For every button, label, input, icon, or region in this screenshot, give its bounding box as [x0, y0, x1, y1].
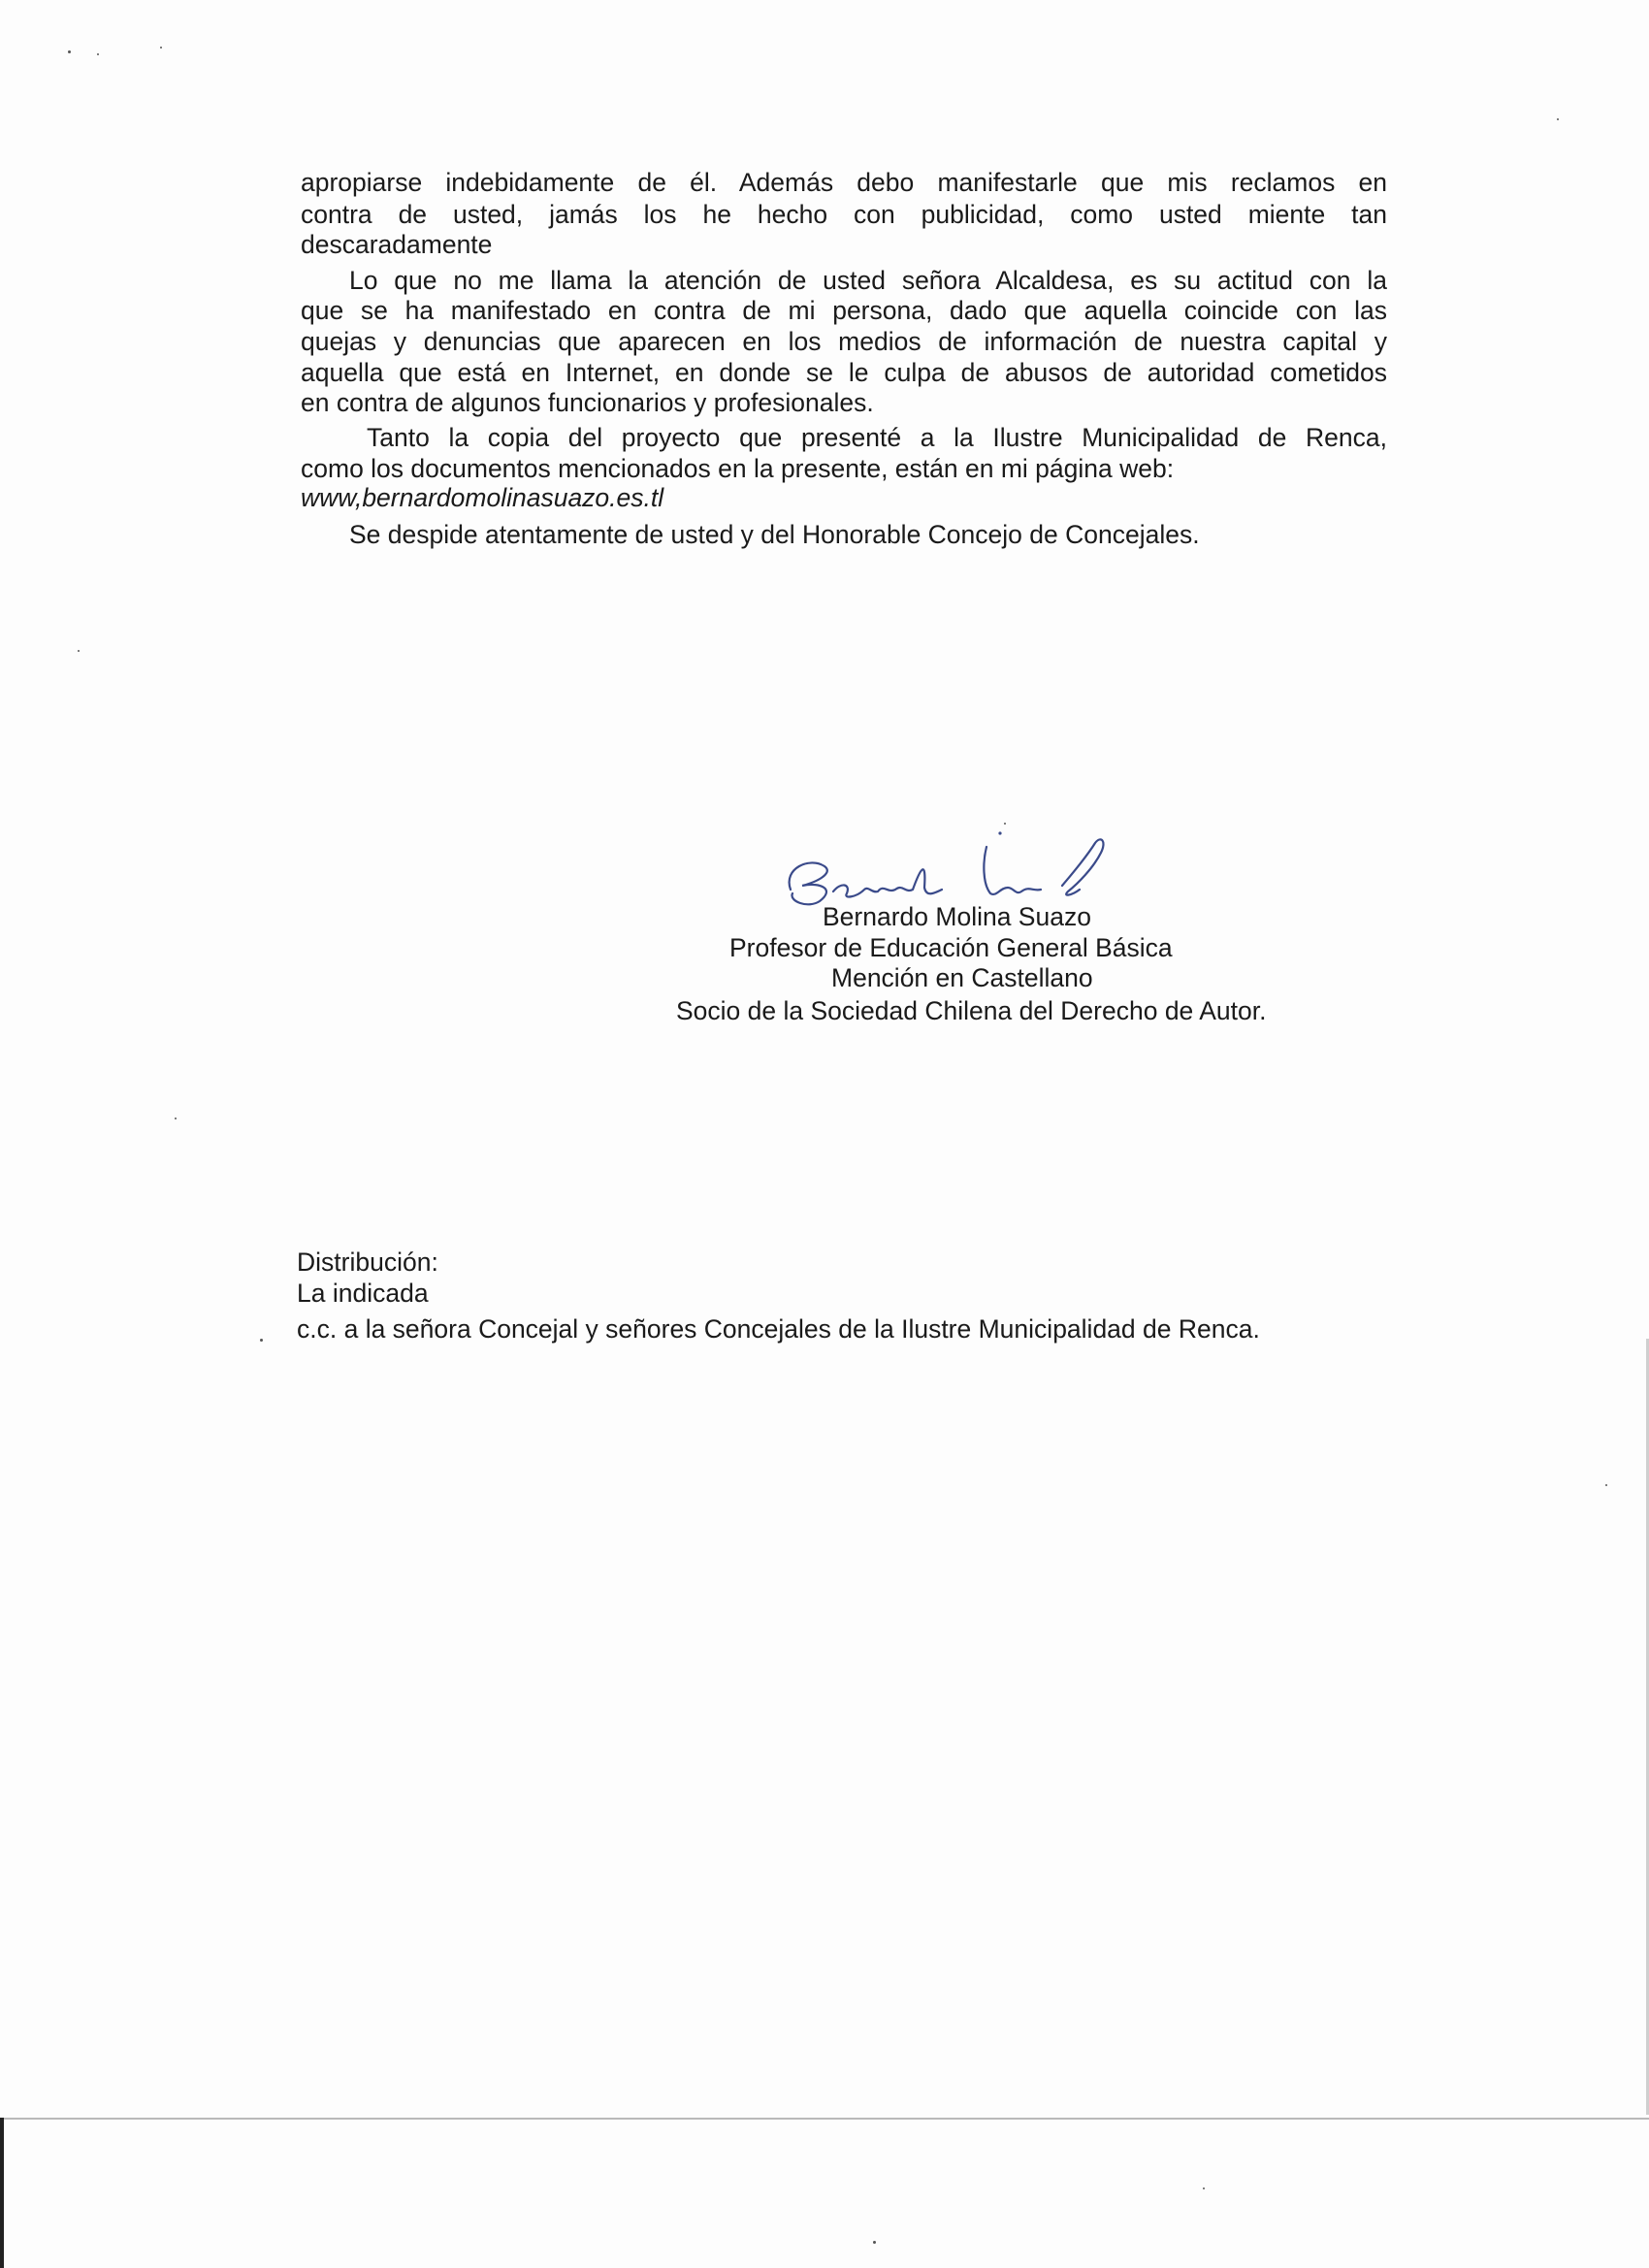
scan-speck: [68, 50, 71, 53]
distribution-recipient: La indicada: [297, 1279, 429, 1308]
closing-line: Se despide atentamente de usted y del Honorable Concejo de Concejales.: [349, 520, 1200, 549]
scan-speck: [1004, 823, 1006, 825]
signer-title: Profesor de Educación General Básica: [729, 933, 1173, 962]
signer-name: Bernardo Molina Suazo: [823, 902, 1091, 931]
website-url: www,bernardomolinasuazo.es.tl: [301, 483, 664, 512]
scan-speck: [1203, 2187, 1205, 2189]
body-line-1: apropiarse indebidamente de él. Además debo manifestarle que mis reclamos en: [301, 168, 1387, 197]
scan-speck: [175, 1118, 177, 1119]
body-line-5: que se ha manifestado en contra de mi persona, dado que aquella coincide con las: [301, 296, 1387, 325]
scan-speck: [1557, 118, 1559, 120]
scan-left-edge: [0, 2118, 4, 2268]
scan-speck: [873, 2241, 876, 2244]
scan-speck: [97, 53, 99, 55]
body-line-2: contra de usted, jamás los he hecho con publicidad, como usted miente tan: [301, 200, 1387, 229]
scan-speck: [1605, 1484, 1607, 1486]
body-line-3: descaradamente: [301, 230, 493, 259]
distribution-heading: Distribución:: [297, 1247, 438, 1277]
body-line-4: Lo que no me llama la atención de usted señora Alcaldesa, es su actitud con la: [349, 266, 1387, 295]
handwritten-signature: [771, 829, 1179, 912]
scan-speck: [160, 47, 162, 49]
body-line-6: quejas y denuncias que aparecen en los medios de información de nuestra capital y: [301, 327, 1387, 356]
scan-speck: [260, 1339, 263, 1342]
scan-bottom-edge: [0, 2118, 1649, 2120]
body-line-9: Tanto la copia del proyecto que presenté a la Ilustre Municipalidad de Renca,: [367, 423, 1387, 452]
body-line-8: en contra de algunos funcionarios y profesionales.: [301, 388, 874, 417]
signer-membership: Socio de la Sociedad Chilena del Derecho de Autor.: [676, 996, 1267, 1025]
body-line-10: como los documentos mencionados en la presente, están en mi página web:: [301, 454, 1175, 483]
distribution-cc: c.c. a la señora Concejal y señores Concejales de la Ilustre Municipalidad de Renca.: [297, 1314, 1260, 1344]
signer-mention: Mención en Castellano: [831, 963, 1093, 992]
body-line-7: aquella que está en Internet, en donde se le culpa de abusos de autoridad cometidos: [301, 358, 1387, 387]
scan-speck: [78, 650, 80, 652]
